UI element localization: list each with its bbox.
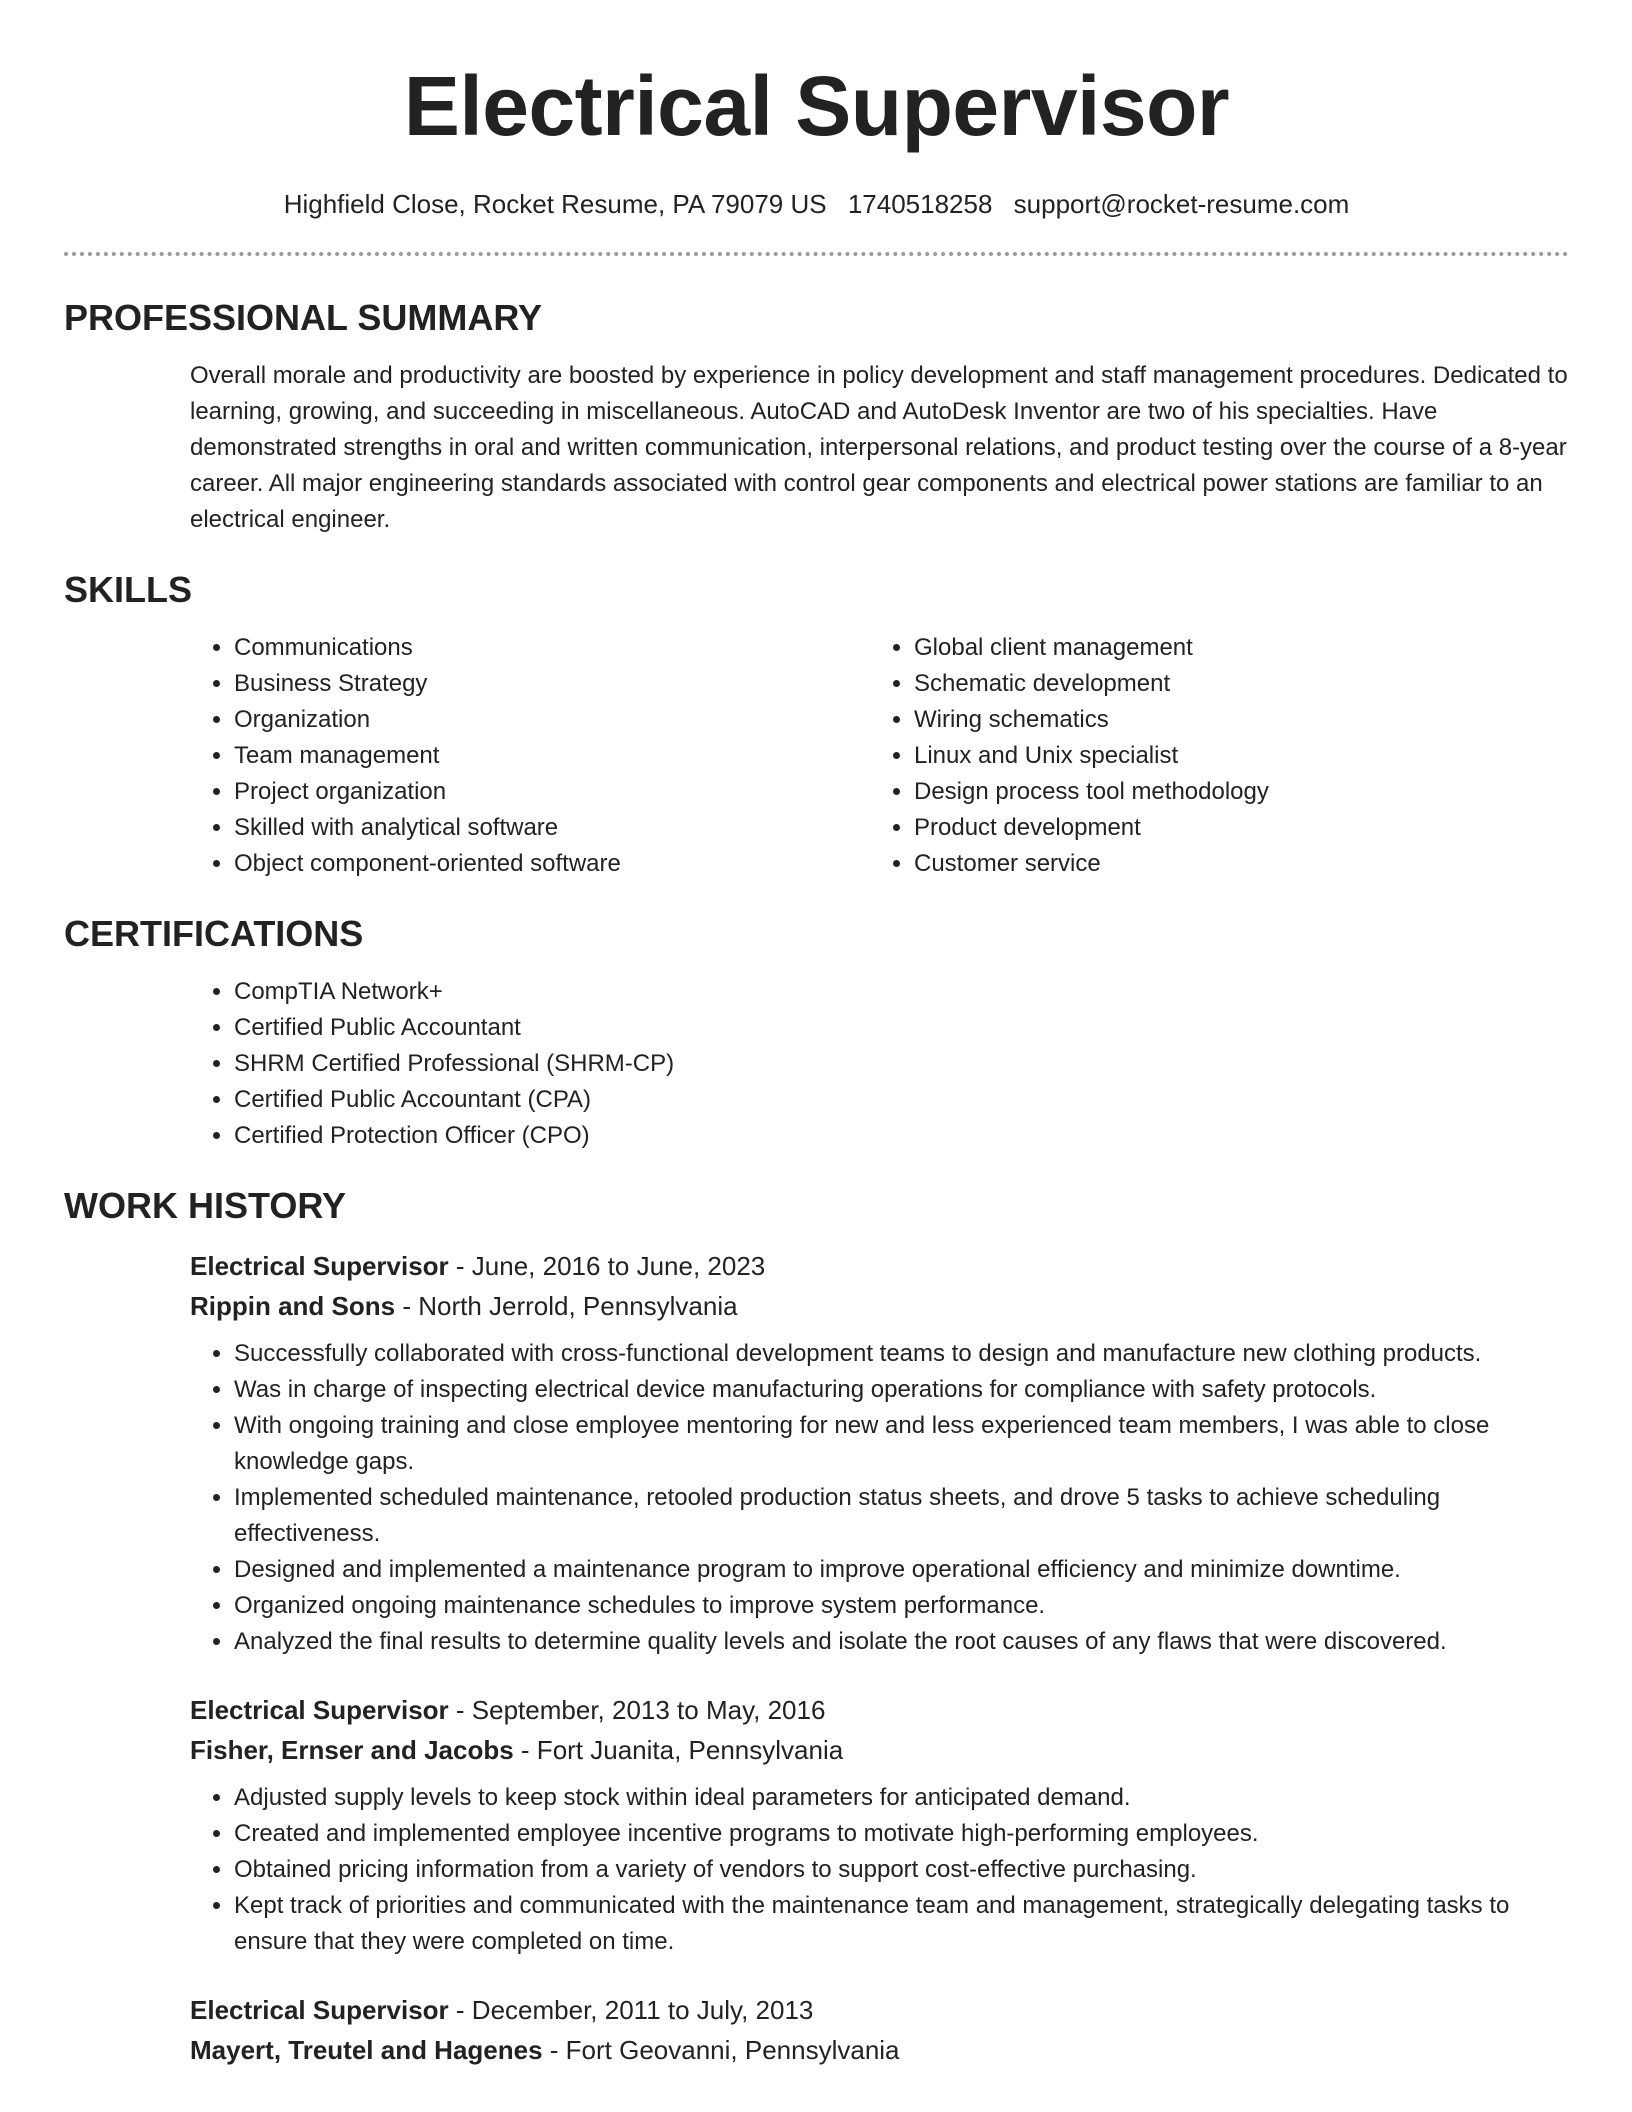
skill-item: • Global client management — [914, 630, 1550, 666]
job-dates: - September, 2013 to May, 2016 — [448, 1695, 826, 1725]
job-title-line — [190, 1246, 1569, 1286]
work-history-section — [64, 1184, 1569, 2070]
job-company: Fisher, Ernser and Jacobs — [190, 1735, 514, 1765]
job-company: Mayert, Treutel and Hagenes — [190, 2035, 543, 2065]
skill-item: • Product development — [914, 810, 1550, 846]
skill-item: • Skilled with analytical software — [234, 810, 870, 846]
skill-item: • Wiring schematics — [914, 702, 1550, 738]
job-bullet: • Kept track of priorities and communicated with the maintenance team and management, strategically delegating tasks to ensure that they were completed on time. — [234, 1888, 1569, 1960]
certification-item: • SHRM Certified Professional (SHRM-CP) — [234, 1046, 1569, 1082]
skill-item: • Linux and Unix specialist — [914, 738, 1550, 774]
job-bullet: • With ongoing training and close employee mentoring for new and less experienced team members, I was able to close knowledge gaps. — [234, 1408, 1569, 1480]
certification-item: • Certified Public Accountant — [234, 1010, 1569, 1046]
job-role: Electrical Supervisor — [190, 1695, 449, 1725]
summary-text: Overall morale and productivity are boosted by experience in policy development and staff management procedures. Dedicated to learning, growing, and succeeding in miscellaneous. AutoCAD and AutoDesk Inventor are two of his specialties. Have demonstrated strengths in oral and written communication, interpersonal relations, and product testing over the course of a 8-year career. All major engineering standards associated with control gear components and electrical power stations are familiar to an electrical engineer. — [190, 362, 1568, 533]
skill-item: • Organization — [234, 702, 870, 738]
skills-grid — [190, 630, 1569, 882]
skills-column-right — [870, 630, 1550, 882]
skill-item: • Business Strategy — [234, 666, 870, 702]
skill-item: • Customer service — [914, 846, 1550, 882]
work-history-title: WORK HISTORY — [64, 1185, 347, 1226]
job-company-line — [190, 1286, 1569, 1326]
skill-item: • Team management — [234, 738, 870, 774]
job-dates: - December, 2011 to July, 2013 — [448, 1995, 814, 2025]
contact-phone: 1740518258 — [847, 189, 993, 219]
skill-item: • Design process tool methodology — [914, 774, 1550, 810]
job-bullet: • Implemented scheduled maintenance, retooled production status sheets, and drove 5 tasks to achieve scheduling effectiveness. — [234, 1480, 1569, 1552]
work-history-body — [190, 1246, 1569, 2070]
summary-title: PROFESSIONAL SUMMARY — [64, 297, 543, 338]
certification-item: • Certified Protection Officer (CPO) — [234, 1118, 1569, 1154]
summary-section — [64, 296, 1569, 538]
job-dates: - June, 2016 to June, 2023 — [448, 1251, 766, 1281]
job-location: - Fort Geovanni, Pennsylvania — [542, 2035, 900, 2065]
job-bullet: • Analyzed the final results to determine quality levels and isolate the root causes of any flaws that were discovered. — [234, 1624, 1569, 1660]
job-company-line — [190, 1730, 1569, 1770]
job-location: - Fort Juanita, Pennsylvania — [513, 1735, 844, 1765]
skills-title: SKILLS — [64, 569, 193, 610]
job-entry — [190, 1246, 1569, 1660]
job-bullet: • Organized ongoing maintenance schedules to improve system performance. — [234, 1588, 1569, 1624]
header-divider — [64, 252, 1569, 256]
job-entry — [190, 1990, 1569, 2070]
certification-item: • CompTIA Network+ — [234, 974, 1569, 1010]
skill-item: • Project organization — [234, 774, 870, 810]
job-location: - North Jerrold, Pennsylvania — [395, 1291, 738, 1321]
certifications-section — [64, 912, 1569, 1154]
contact-email: support@rocket-resume.com — [1013, 189, 1350, 219]
skill-item: • Object component-oriented software — [234, 846, 870, 882]
job-entry — [190, 1690, 1569, 1960]
contact-line — [64, 188, 1569, 220]
skill-item: • Schematic development — [914, 666, 1550, 702]
job-company-line — [190, 2030, 1569, 2070]
contact-address: Highfield Close, Rocket Resume, PA 79079 US — [283, 189, 827, 219]
job-title-line — [190, 1990, 1569, 2030]
job-company: Rippin and Sons — [190, 1291, 396, 1321]
job-role: Electrical Supervisor — [190, 1995, 449, 2025]
job-role: Electrical Supervisor — [190, 1251, 449, 1281]
candidate-name: Electrical Supervisor — [403, 59, 1230, 153]
certifications-title: CERTIFICATIONS — [64, 913, 364, 954]
skills-column-left — [190, 630, 870, 882]
job-bullets — [190, 1336, 1569, 1660]
skills-section — [64, 568, 1569, 882]
certification-item: • Certified Public Accountant (CPA) — [234, 1082, 1569, 1118]
job-bullet: • Obtained pricing information from a variety of vendors to support cost-effective purchasing. — [234, 1852, 1569, 1888]
job-bullet: • Adjusted supply levels to keep stock within ideal parameters for anticipated demand. — [234, 1780, 1569, 1816]
job-bullet: • Successfully collaborated with cross-functional development teams to design and manufacture new clothing products. — [234, 1336, 1569, 1372]
skill-item: • Communications — [234, 630, 870, 666]
resume-page — [64, 0, 1569, 2100]
job-bullet: • Was in charge of inspecting electrical device manufacturing operations for compliance with safety protocols. — [234, 1372, 1569, 1408]
certifications-body — [190, 974, 1569, 1154]
job-bullet: • Designed and implemented a maintenance program to improve operational efficiency and minimize downtime. — [234, 1552, 1569, 1588]
job-bullets — [190, 1780, 1569, 1960]
summary-body — [190, 358, 1569, 538]
job-title-line — [190, 1690, 1569, 1730]
job-bullet: • Created and implemented employee incentive programs to motivate high-performing employees. — [234, 1816, 1569, 1852]
